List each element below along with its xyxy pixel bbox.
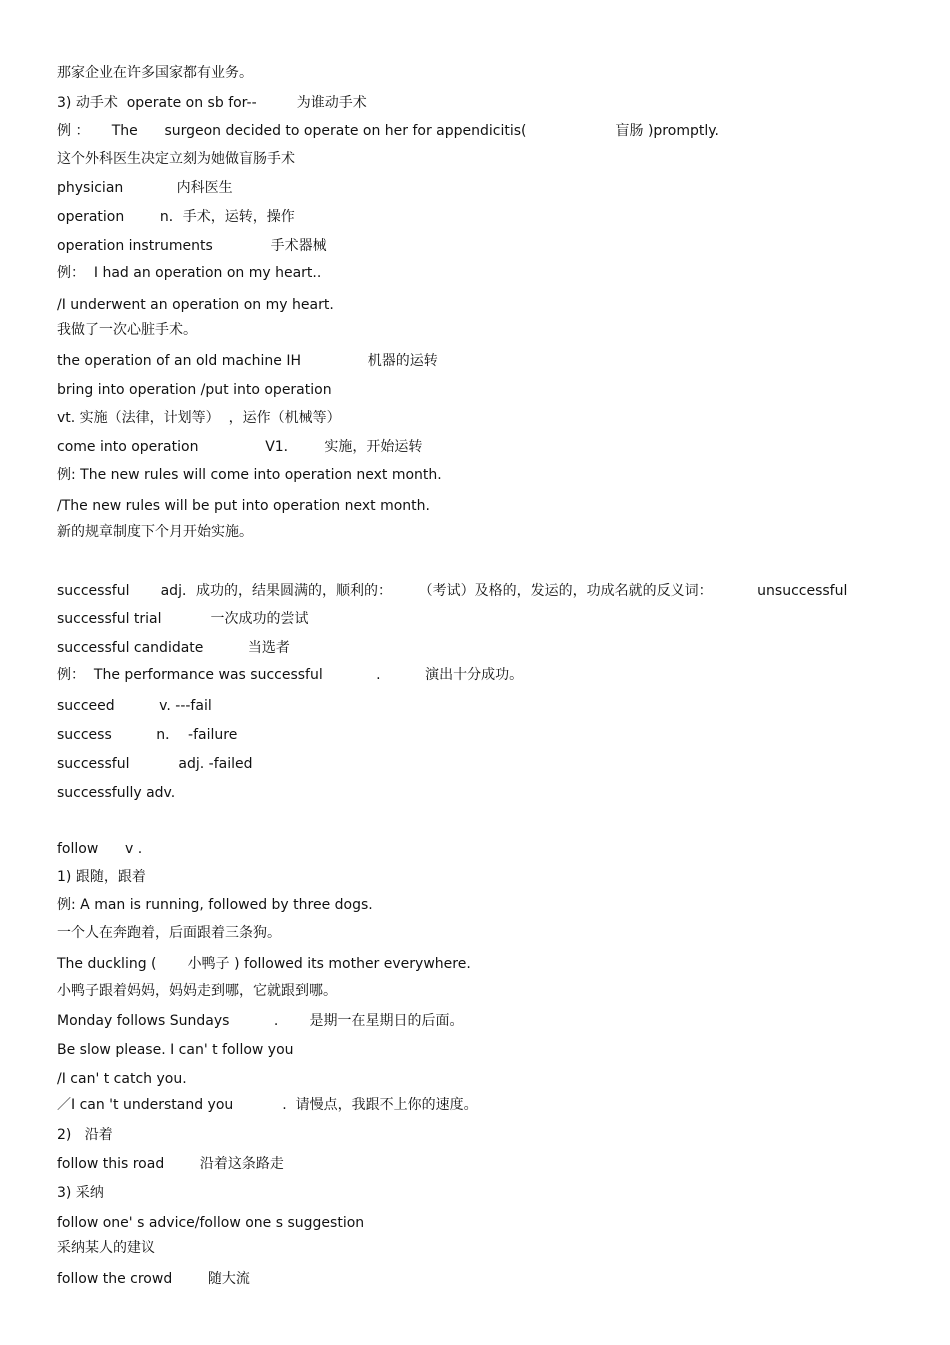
text-line: 新的规章制度下个月开始实施。 [57,524,253,540]
text-line: 例 ： The surgeon decided to operate on her for appendicitis( 盲肠 )promptly. [57,123,719,139]
text-line: 例： I had an operation on my heart.. [57,265,322,281]
text-line: /I can' t catch you. [57,1071,187,1087]
text-line: successful adj. -failed [57,756,253,772]
text-line: The duckling ( 小鸭子 ) followed its mother everywhere. [57,956,471,972]
text-line: 例： The performance was successful . 演出十分成功。 [57,667,524,683]
text-line: follow the crowd 随大流 [57,1271,250,1287]
text-line: ／I can 't understand you . 请慢点，我跟不上你的速度。 [57,1097,478,1113]
text-line: /I underwent an operation on my heart. [57,297,334,313]
text-line: 一个人在奔跑着，后面跟着三条狗。 [57,925,281,941]
text-line: 采纳某人的建议 [57,1240,155,1256]
text-line: come into operation V1． 实施，开始运转 [57,439,423,455]
text-line: /The new rules will be put into operation next month. [57,498,430,514]
text-line: successful trial 一次成功的尝试 [57,611,309,627]
text-line: succeed v. ---fail [57,698,212,714]
text-line: successfully adv. [57,785,176,801]
text-line: 我做了一次心脏手术。 [57,322,197,338]
text-line: follow this road 沿着这条路走 [57,1156,284,1172]
text-line: operation instruments 手术器械 [57,238,327,254]
text-line: success n． -failure [57,727,238,743]
text-line: 那家企业在许多国家都有业务。 [57,65,253,81]
text-line: the operation of an old machine IH 机器的运转 [57,353,438,369]
text-line: 3) 动手术 operate on sb for-- 为谁动手术 [57,95,367,111]
text-line: Be slow please. I can' t follow you [57,1042,294,1058]
text-line: 1) 跟随，跟着 [57,869,146,885]
text-line: physician 内科医生 [57,180,233,196]
text-line: 小鸭子跟着妈妈，妈妈走到哪，它就跟到哪。 [57,983,337,999]
text-line: successful candidate 当选者 [57,640,290,656]
text-line: 这个外科医生决定立刻为她做盲肠手术 [57,151,295,167]
text-line: 3) 采纳 [57,1185,104,1201]
text-line: follow one' s advice/follow one s suggestion [57,1215,365,1231]
text-line: vt. 实施（法律，计划等） ，运作（机械等） [57,410,341,426]
text-line: bring into operation /put into operation [57,382,332,398]
text-line: operation n．手术，运转，操作 [57,209,295,225]
text-line: 例: The new rules will come into operation next month. [57,467,442,483]
text-line: successful adj．成功的，结果圆满的，顺利的： （考试）及格的，发运的，功成名就的反义词： unsuccessful [57,583,848,599]
text-line: 2) 沿着 [57,1127,113,1143]
text-line: 例: A man is running, followed by three dogs. [57,897,373,913]
text-line: follow v . [57,841,143,857]
text-line: Monday follows Sundays . 是期一在星期日的后面。 [57,1013,464,1029]
